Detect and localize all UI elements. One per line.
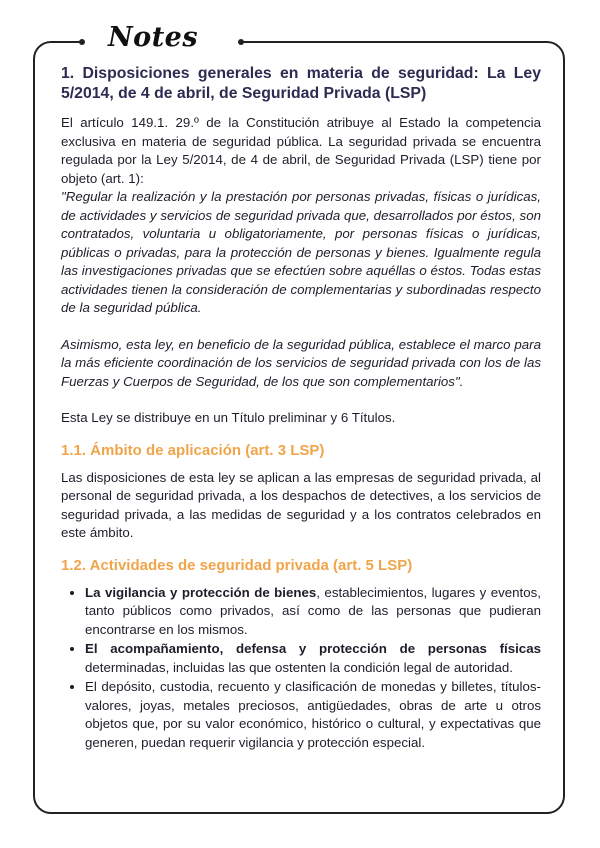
list-item-text: determinadas, incluidas las que ostenten la condición legal de autoridad.: [85, 659, 514, 675]
list-item-text: , establecimientos, lugares y eventos, tanto públicos como privados, así como de las personas que pudieran encontrarse en los mismos.: [85, 584, 541, 637]
notes-content: [61, 64, 541, 753]
activities-list: [61, 584, 541, 753]
list-item-bold: La vigilancia y protección de bienes: [85, 584, 317, 600]
notes-title: Notes: [108, 22, 199, 53]
section-1-intro: El artículo 149.1. 29.º de la Constitución atribuye al Estado la competencia exclusiva en materia de seguridad pública. La seguridad privada se encuentra regulada por la Ley 5/2014, de 4 de abril, de Seguridad Privada (LSP) tiene por objeto (art. 1):: [61, 115, 541, 186]
list-item-text: El depósito, custodia, recuento y clasificación de monedas y billetes, títulos-valores, joyas, metales preciosos, antigüedades, obras de arte u otros objetos que, por su valor económico, histórico o cultural, y expectativas que generen, puedan requerir vigilancia y protección especial.: [85, 679, 541, 750]
list-item: [85, 640, 541, 677]
paragraph-gap: [61, 391, 541, 409]
section-1-quote-1: "Regular la realización y la prestación por personas privadas, físicas o jurídicas, de actividades y servicios de seguridad privada que, desarrollados por éstos, son contratados, voluntaria u obligatoriamente, por personas físicas o jurídicas, públicas o privadas, para la protección de personas y bienes. Igualmente regula las investigaciones privadas que se efectúen sobre aquéllas o éstos. Todas estas actividades tienen la consideración de complementarias y subordinadas respecto de la seguridad pública.: [61, 189, 541, 315]
section-1-1-body: Las disposiciones de esta ley se aplican a las empresas de seguridad privada, al personal de seguridad privada, a los despachos de detectives, a los servicios de seguridad privada, a las medidas de seguridad y a los contratos celebrados en este ámbito.: [61, 469, 541, 540]
paragraph-gap: [61, 318, 541, 336]
section-1-2-heading: 1.2. Actividades de seguridad privada (art. 5 LSP): [61, 556, 413, 574]
section-1-1-heading: 1.1. Ámbito de aplicación (art. 3 LSP): [61, 441, 325, 459]
list-item-bold: El acompañamiento, defensa y protección de personas físicas: [85, 641, 541, 656]
section-1-heading: 1. Disposiciones generales en materia de seguridad: La Ley 5/2014, de 4 de abril, de Seguridad Privada (LSP): [61, 65, 541, 102]
frame-dot-left: [79, 39, 85, 45]
list-item: [85, 584, 541, 640]
section-1-structure: Esta Ley se distribuye en un Título preliminar y 6 Títulos.: [61, 410, 396, 425]
frame-dot-right: [238, 39, 244, 45]
list-item: [85, 678, 541, 752]
section-1-quote-2: Asimismo, esta ley, en beneficio de la seguridad pública, establece el marco para la más eficiente coordinación de los servicios de seguridad privada con los de las Fuerzas y Cuerpos de Seguridad, de los que son complementarios".: [61, 336, 541, 389]
